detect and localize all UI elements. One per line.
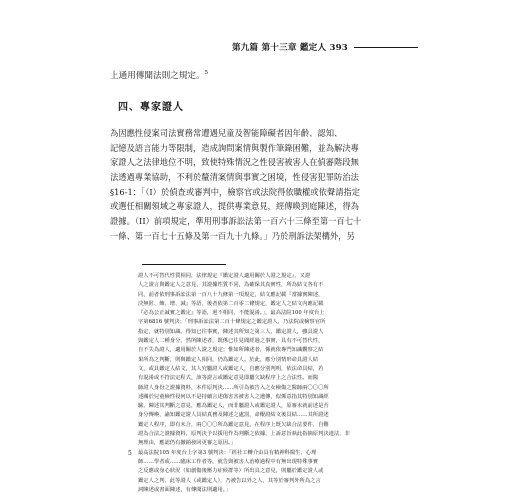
footnotes — [128, 272, 418, 495]
section-heading: 四、專家證人 — [118, 102, 184, 113]
body-line: 或選任相關領域之專家證人，提供專業意見，經傳喚到庭陳述，得為 — [110, 201, 359, 212]
body-line: 法透過專業協助，不利於釐清案情與事實之困境，性侵害犯罪防治法 — [110, 172, 359, 183]
footnote-line: 決無匿、飾、增、減』等語，後者依第二百零二條規定，鑑定人之結文內應記載 — [138, 300, 324, 307]
footnote-line: 字第6816 號判決：「刑事訴訟法第二百十條規定之鑑定證人，乃法院或檢察官所 — [138, 319, 326, 326]
intro-text: 上通用傳聞法則之規定。 — [110, 71, 205, 81]
footnote-line: 自不失為證人，適用關於人證之規定；惟如所陳述者，係就依專門知識觀察之結 — [138, 347, 324, 354]
body-line: 為因應性侵案司法實務常遭遇兒童及智能障礙者因年齡、認知、 — [110, 128, 343, 138]
footnote-line: 人之證言與鑑定人之意見，其證據性質不同，為確保其真實性，所為結文各有不 — [138, 282, 324, 289]
body-paragraph — [110, 126, 418, 244]
footnote-line: 鑑定人程序，即有未合，兩〇〇〇所為鑑定意見，在程序上既欠缺合法要件，自難 — [138, 421, 329, 428]
body-line: §16-1：「（I）於偵查或審判中，檢察官或法院得依職權或依聲請指定 — [110, 186, 361, 197]
footnote-line: 『必為公正誠實之鑑定』等語，迥不相同，不能混淆。」，最高法院100 年度台上 — [138, 310, 325, 317]
intro-paragraph — [110, 70, 418, 82]
body-line: 一條、第一百七十五條及第一百九十九條。」乃於刑訴法架構外，另 — [110, 230, 355, 241]
footnote-line: 文，或具鑑定人結文，其人究屬證人或鑑定人，自應分別判明，依法命具結，若 — [138, 365, 324, 372]
footnote-line: 詞陳述或書面陳述，有傳聞法則適用。」 — [138, 486, 231, 493]
footnote-line: 證為合法之證據資料，原判決予以援用作為判斷之依據，上訴意旨執此指摘原判決違法，非 — [138, 431, 350, 438]
footnote-line: 述關於兒童檢性侵何以不是持續言述傷害害被害人之遺傳，似係意指其特別知識經 — [138, 393, 329, 400]
body-line: 證據。（II）前項規定，準用刑事訴訟法第一百六十三條至第一百七十 — [110, 216, 362, 227]
footnote-line: 同，前者依刑事訴訟法第一百八十九條第一項規定，結文應記載『當據實陳述， — [138, 291, 324, 298]
footnote-marker: 5 — [128, 449, 132, 457]
header-rule — [354, 47, 418, 48]
footnote-line: 有混淆或不符法定程式，該等證言或鑑定意見即屬欠缺程序上之合法性。而醫 — [138, 375, 319, 382]
footnote-line: 師……學者或……臨床工作者等，就告與被害人治療過程中有無出現特殊事實 — [138, 458, 319, 465]
footnote-line: 之反應或身心狀況（如創傷後壓力症候群等）所出具之意見，則屬於鑑定證人或 — [138, 468, 324, 475]
footnote-line: 驗，陳述其判斷之意見，應為鑑定人，而非屬證人或鑑定證人，原審未就前述是否 — [138, 403, 329, 410]
footnote-separator — [142, 264, 226, 265]
footnote-line: 與鑑定人二種身分，然所陳述者，既係已往見聞經過之事實，具有不可替代性， — [138, 338, 324, 345]
footnote-line: 鑑定人之判，此等證人（或鑑定人），乃被告以外之人，其等於審判外所為之言 — [138, 477, 321, 484]
running-header: 第九篇 第十三章 鑑定人 393 — [231, 43, 348, 53]
footnote-line: 身分傳喚，諭知鑑定證人具結真務及陳述之處罰，命醍證結文後具結……其所證述 — [138, 412, 329, 419]
footnote-line: 證人不可替代性質相同，法律規定『鑑定證人適用關於人證之規定』，又證 — [138, 273, 311, 279]
footnote-ref: 5 — [204, 70, 209, 77]
body-line: 家證人之法律地位不明，致使特殊情況之性侵害被害人在偵審階段無 — [110, 157, 359, 168]
footnote-line: 最高法院105 年度台上字第3 號判決：「經社工轉介由具有精神科醫生、心理 — [138, 449, 317, 456]
book-page — [110, 40, 418, 493]
footnote-line: 指定，就特別知識，得知已往事實，陳述其所知之第三人，鑑定證人，雖具證人 — [138, 328, 324, 335]
footnote-line: 無理由，應認仍有撤銷發回更審之原因。」 — [138, 440, 236, 447]
footnote-line: 果所為之判斷，則與鑑定人相同，仍為鑑定人。於此，應分別情形命具證人結 — [138, 356, 319, 363]
page-header — [110, 40, 418, 54]
footnote-line: 師證人身份之證據資料，本件原判決……所引為被告入之女檢傷之醫師兩〇〇〇所 — [138, 384, 329, 391]
body-line: 記憶及語言能力等限制，造成詢問案情與製作筆錄困難，並為解決專 — [110, 142, 359, 153]
footnote-5 — [128, 449, 418, 495]
